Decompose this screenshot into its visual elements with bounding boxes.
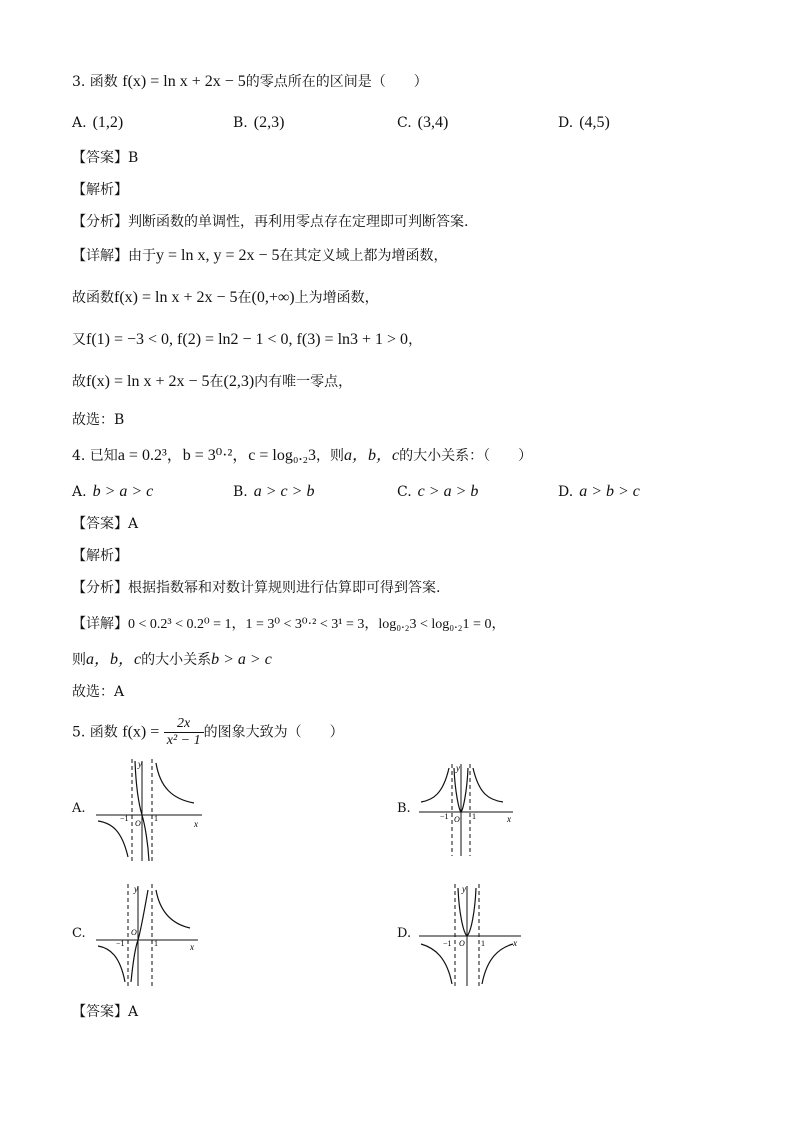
svg-text:y: y [456, 763, 460, 773]
q3-conclusion: 故选：B [72, 412, 125, 428]
svg-text:1: 1 [481, 939, 485, 948]
graph-label-a: A. [72, 801, 86, 816]
origin-label: O [135, 819, 141, 828]
q3-option-c: C. (3,4) [397, 114, 449, 131]
svg-text:y: y [462, 884, 466, 894]
svg-text:O: O [459, 939, 465, 948]
q4-option-d: D. a > b > c [558, 483, 640, 500]
q4-analysis-heading: 【解析】 [72, 548, 128, 564]
q3-stem: 3. 函数 f(x) = ln x + 2x − 5的零点所在的区间是（ ） [72, 73, 428, 90]
q3-option-a: A. (1,2) [72, 114, 124, 131]
graph-label-d: D. [397, 926, 412, 941]
q3-line2: 故函数f(x) = ln x + 2x − 5在(0,+∞)上为增函数， [72, 289, 379, 306]
svg-text:1: 1 [472, 812, 476, 821]
graph-c [94, 882, 202, 988]
q4-answer: 【答案】A [72, 516, 139, 532]
svg-text:O: O [454, 815, 460, 824]
svg-text:−1: −1 [440, 812, 449, 821]
q5-stem: 5. 函数 f(x) = $\frac{2x}{\text{x² − 1}}$ 的图象大致为（ ） [72, 716, 344, 748]
q3-function: f(x) = ln x + 2x − 5 [122, 73, 246, 90]
graph-a [94, 757, 206, 863]
svg-text:y: y [134, 884, 138, 894]
graph-d [417, 882, 525, 988]
q3-line3: 又f(1) = −3 < 0, f(2) = ln2 − 1 < 0, f(3) = ln3 + 1 > 0， [72, 331, 423, 348]
q5-fraction: $\frac{2x}{\text{x² − 1}}$ [164, 716, 204, 749]
q3-option-b: B. (2,3) [233, 114, 285, 131]
q3-line4: 故f(x) = ln x + 2x − 5在(2,3)内有唯一零点， [72, 373, 353, 390]
q3-fenxi: 【分析】判断函数的单调性，再利用零点存在定理即可判断答案. [72, 214, 469, 230]
tick-pos-label: 1 [154, 814, 158, 823]
q4-line2: 则a，b，c的大小关系b > a > c [72, 651, 272, 668]
tick-neg-label: −1 [120, 814, 129, 823]
q4-fenxi: 【分析】根据指数幂和对数计算规则进行估算即可得到答案. [72, 580, 441, 596]
q4-stem: 4. 已知a = 0.2³，b = 3⁰·²，c = log₀.₂3，则a，b，c的大小关系：（ ） [72, 447, 533, 464]
svg-text:O: O [131, 928, 137, 937]
q4-conclusion: 故选：A [72, 684, 125, 700]
q4-option-c: C. c > a > b [397, 483, 479, 500]
q4-option-b: B. a > c > b [233, 483, 315, 500]
axis-x-label: x [194, 819, 198, 829]
svg-text:x: x [190, 942, 194, 952]
svg-text:x: x [513, 938, 517, 948]
graph-label-c: C. [72, 926, 86, 941]
q4-xiangjie: 【详解】0 < 0.2³ < 0.2⁰ = 1，1 = 3⁰ < 3⁰·² < 3¹ = 3，log₀.₂3 < log₀.₂1 = 0， [72, 616, 506, 632]
q4-option-a: A. b > a > c [72, 483, 154, 500]
q3-option-d: D. (4,5) [558, 114, 610, 131]
svg-text:−1: −1 [443, 939, 452, 948]
svg-text:−1: −1 [116, 939, 125, 948]
q3-analysis-heading: 【解析】 [72, 182, 128, 198]
q3-xiangjie: 【详解】由于y = ln x, y = 2x − 5在其定义域上都为增函数， [72, 247, 448, 264]
q5-answer: 【答案】A [72, 1004, 139, 1020]
graph-label-b: B. [397, 801, 411, 816]
q3-answer: 【答案】B [72, 150, 139, 166]
graph-b [417, 762, 517, 858]
axis-y-label: y [138, 759, 142, 769]
svg-text:1: 1 [154, 939, 158, 948]
svg-text:x: x [507, 814, 511, 824]
